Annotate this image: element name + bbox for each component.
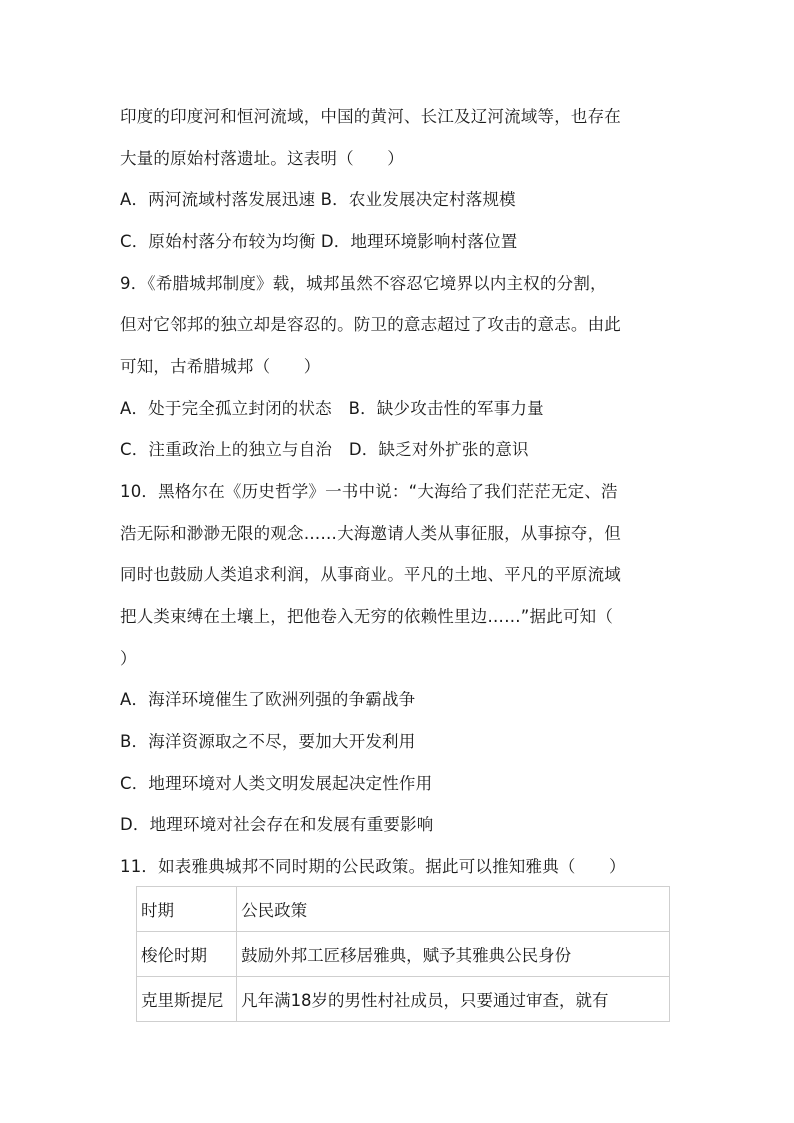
q10-option-b: B．海洋资源取之不尽，要加大开发利用 [120,732,416,751]
q9-stem-line1: 9．《希腊城邦制度》载，城邦虽然不容忍它境界以内主权的分割， [120,274,607,293]
q10-stem-line2: 浩无际和渺渺无限的观念……大海邀请人类从事征服，从事掠夺，但 [120,524,621,543]
table-cell: 克里斯提尼 [137,977,237,1022]
q8-options-ab: A．两河流域村落发展迅速 B．农业发展决定村落规模 [120,190,516,209]
table-cell: 梭伦时期 [137,932,237,977]
q10-option-c: C．地理环境对人类文明发展起决定性作用 [120,774,433,793]
q9-stem-line2: 但对它邻邦的独立却是容忍的。防卫的意志超过了攻击的意志。由此 [120,315,621,334]
q8-stem-line1: 印度的印度河和恒河流域，中国的黄河、长江及辽河流域等，也存在 [120,107,621,126]
q11-policy-table [136,886,670,1022]
q10-stem-line3: 同时也鼓励人类追求利润，从事商业。平凡的土地、平凡的平原流域 [120,565,621,584]
q8-options-cd: C．原始村落分布较为均衡 D．地理环境影响村落位置 [120,232,518,251]
q10-option-a: A．海洋环境催生了欧洲列强的争霸战争 [120,690,416,709]
table-cell: 凡年满18岁的男性村社成员，只要通过审查，就有 [237,977,670,1022]
q8-stem-line2: 大量的原始村落遗址。这表明（ ） [120,149,404,168]
q9-options-cd: C．注重政治上的独立与自治 D．缺乏对外扩张的意识 [120,440,529,459]
q10-stem-line1: 10．黑格尔在《历史哲学》一书中说：“大海给了我们茫茫无定、浩 [120,482,618,501]
table-header-row [137,887,670,932]
q10-stem-line5: ） [120,649,137,668]
q9-stem-line3: 可知，古希腊城邦（ ） [120,357,321,376]
table-header-cell: 公民政策 [237,887,670,932]
table-cell: 鼓励外邦工匠移居雅典，赋予其雅典公民身份 [237,932,670,977]
q10-option-d: D．地理环境对社会存在和发展有重要影响 [120,815,434,834]
q11-stem: 11．如表雅典城邦不同时期的公民政策。据此可以推知雅典（ ） [120,857,626,876]
q10-stem-line4: 把人类束缚在土壤上，把他卷入无穷的依赖性里边……”据此可知（ [120,607,614,626]
table-header-cell: 时期 [137,887,237,932]
q9-options-ab: A．处于完全孤立封闭的状态 B．缺少攻击性的军事力量 [120,399,544,418]
table-row [137,932,670,977]
table-row [137,977,670,1022]
